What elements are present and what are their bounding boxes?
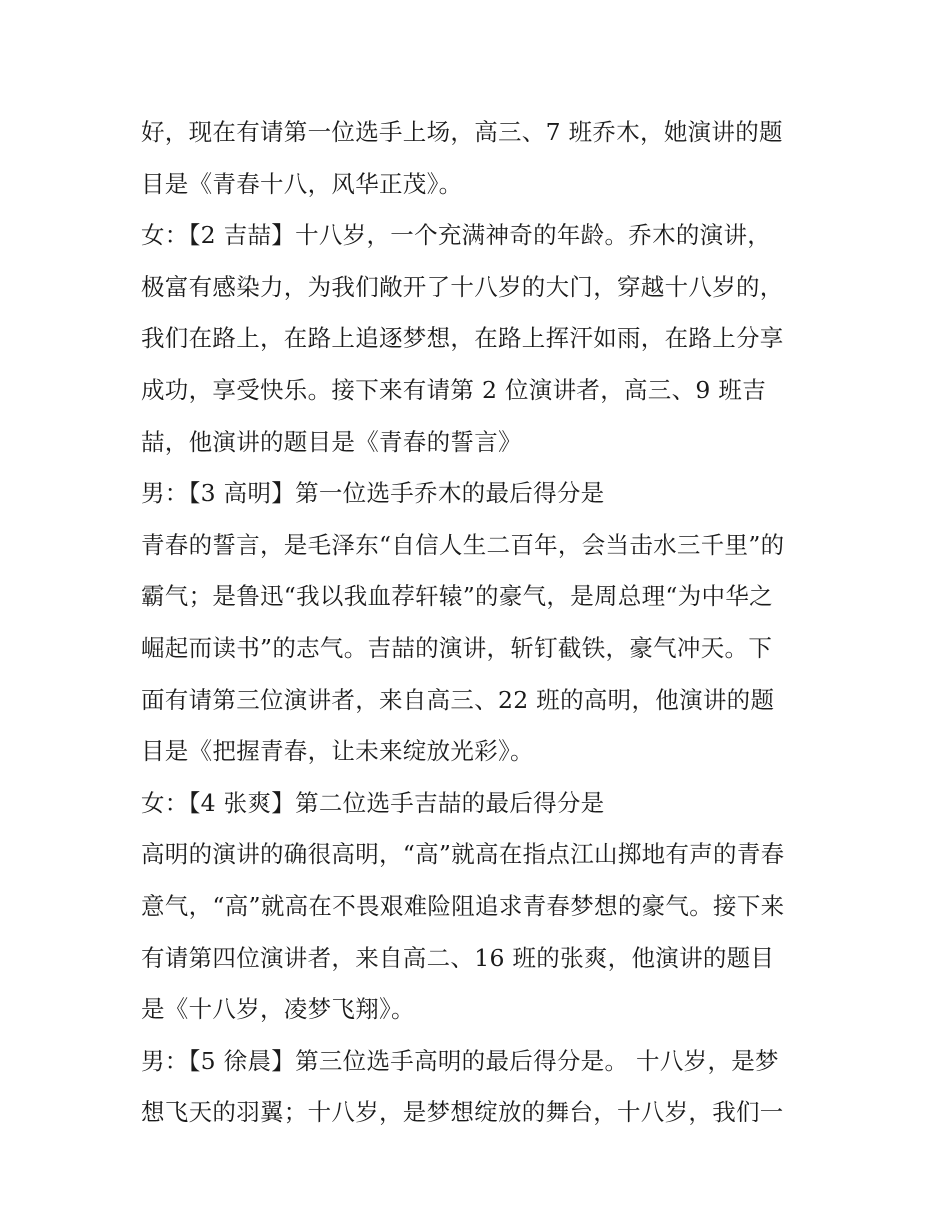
text-line-3: 女：【2 吉喆】十八岁，一个充满神奇的年龄。乔木的演讲， — [141, 221, 772, 250]
text-line-20: 想飞天的羽翼；十八岁，是梦想绽放的舞台，十八岁，我们一 — [141, 1098, 784, 1127]
text-line-6: 成功，享受快乐。接下来有请第 2 位演讲者，高三、9 班吉 — [141, 375, 767, 404]
text-line-12: 面有请第三位演讲者，来自高三、22 班的高明，他演讲的题 — [141, 685, 775, 714]
text-line-15: 高明的演讲的确很高明，“高”就高在指点江山掷地有声的青春 — [141, 840, 785, 869]
text-line-2: 目是《青春十八，风华正茂》。 — [141, 169, 463, 198]
text-line-19: 男：【5 徐晨】第三位选手高明的最后得分是。 十八岁，是梦 — [141, 1046, 779, 1075]
text-line-1: 好，现在有请第一位选手上场，高三、7 班乔木，她演讲的题 — [141, 118, 783, 146]
text-line-5: 我们在路上，在路上追逐梦想，在路上挥汗如雨，在路上分享 — [141, 324, 784, 353]
text-line-8: 男：【3 高明】第一位选手乔木的最后得分是 — [141, 479, 605, 508]
text-line-16: 意气，“高”就高在不畏艰难险阻追求青春梦想的豪气。接下来 — [141, 891, 785, 920]
document-body — [141, 107, 821, 1139]
text-line-13: 目是《把握青春，让未来绽放光彩》。 — [141, 737, 534, 766]
text-line-11: 崛起而读书”的志气。吉喆的演讲，斩钉截铁，豪气冲天。下 — [141, 633, 773, 662]
text-line-10: 霸气；是鲁迅“我以我血荐轩辕”的豪气，是周总理“为中华之 — [141, 582, 773, 611]
text-line-17: 有请第四位演讲者，来自高二、16 班的张爽，他演讲的题目 — [141, 943, 775, 972]
text-line-7: 喆，他演讲的题目是《青春的誓言》 — [141, 427, 522, 456]
text-line-14: 女：【4 张爽】第二位选手吉喆的最后得分是 — [141, 788, 605, 817]
text-line-9: 青春的誓言，是毛泽东“自信人生二百年，会当击水三千里”的 — [141, 530, 785, 559]
text-line-4: 极富有感染力，为我们敞开了十八岁的大门，穿越十八岁的， — [141, 272, 784, 301]
text-line-18: 是《十八岁，凌梦飞翔》。 — [141, 995, 415, 1024]
